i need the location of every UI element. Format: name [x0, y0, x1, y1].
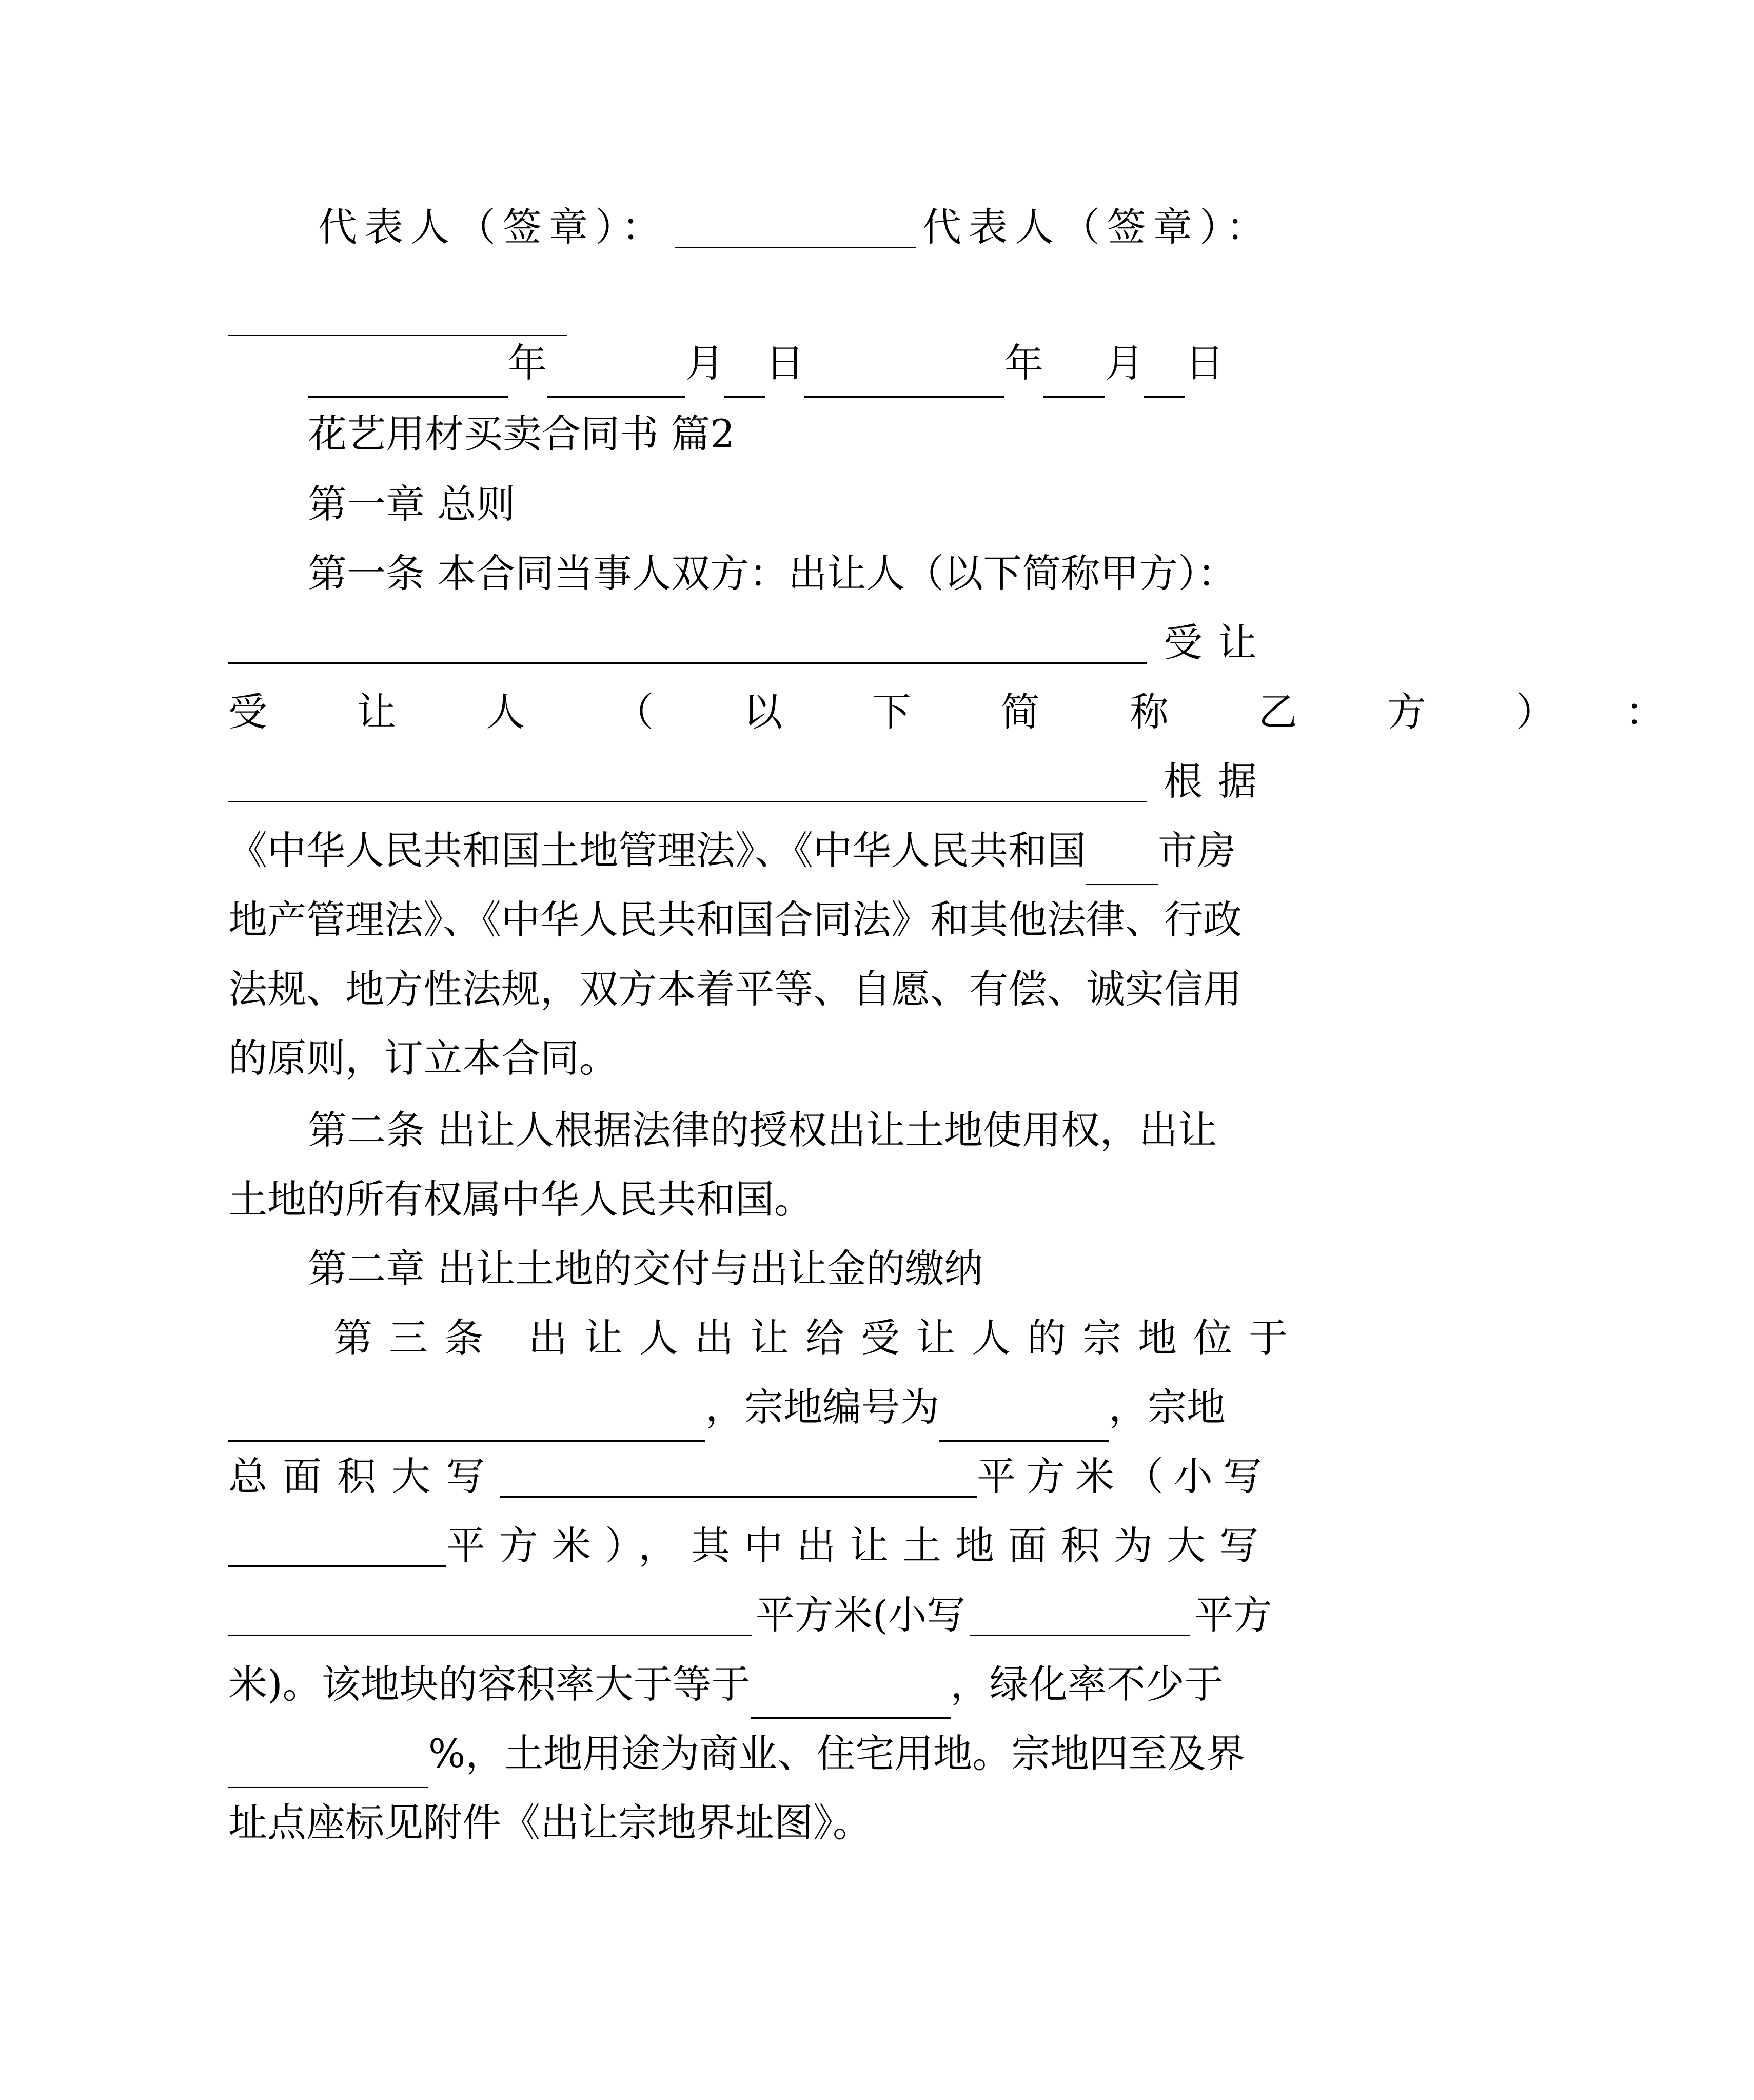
- article-2-line-1: 第二条 出让人根据法律的授权出让土地使用权，出让: [308, 1107, 1217, 1153]
- parcel-no-blank: [939, 1399, 1109, 1442]
- signature-row: [318, 192, 1272, 262]
- area-close-label: 平方米），其中出让土地面积为大写: [446, 1523, 1272, 1568]
- article-1-body-1: [228, 816, 1272, 885]
- transfer-area-big-blank: [228, 1594, 752, 1636]
- year-a-label: 年: [508, 340, 547, 386]
- article-3-intro: 第三条 出让人出让给受让人的宗地位于: [333, 1315, 1305, 1361]
- chapter-2-title: 第二章 出让土地的交付与出让金的缴纳: [308, 1246, 983, 1291]
- article-3-line-6: [228, 1650, 1272, 1719]
- article-3-line-8: 址点座标见附件《出让宗地界址图》。: [228, 1800, 872, 1846]
- article-3-line-1: [333, 1303, 1305, 1372]
- article-2-line-2: 土地的所有权属中华人民共和国。: [228, 1176, 813, 1222]
- year-a-blank: [308, 355, 508, 398]
- basis-label: 根据: [1164, 758, 1272, 804]
- article-1-body-3: 法规、地方性法规，双方本着平等、自愿、有偿、诚实信用: [228, 966, 1242, 1012]
- article-1-basis-line: [228, 747, 1272, 816]
- transferee-blank: [228, 760, 1147, 802]
- area-small-blank: [228, 1524, 446, 1567]
- transfer-area-unit: 平方: [1194, 1592, 1272, 1638]
- far-label: 米)。该地块的容积率大于等于: [228, 1661, 751, 1707]
- article-1-intro: 第一条 本合同当事人双方：出让人（以下简称甲方）：: [308, 551, 1237, 596]
- day-a-label: 日: [765, 340, 804, 386]
- transferor-blank: [228, 621, 1147, 664]
- month-b-blank: [1043, 355, 1105, 398]
- year-b-blank: [804, 355, 1004, 398]
- location-blank: [228, 1399, 705, 1442]
- rep-label-b: 代表人（签章）：: [922, 204, 1272, 250]
- laws-text-tail: 市房: [1158, 828, 1236, 873]
- year-b-label: 年: [1004, 340, 1043, 386]
- laws-text: 《中华人民共和国土地管理法》、《中华人民共和国: [228, 828, 1086, 873]
- transferee-label: 受让人（以下简称乙方）：: [228, 689, 1754, 735]
- article-1-body-4: 的原则，订立本合同。: [228, 1035, 618, 1081]
- green-label: ，绿化率不少于: [950, 1661, 1224, 1707]
- month-a-label: 月: [685, 340, 724, 386]
- section-heading: 花艺用材买卖合同书 篇2: [308, 411, 735, 457]
- date-row: [308, 328, 1352, 398]
- day-b-label: 日: [1185, 340, 1224, 386]
- green-blank: [228, 1745, 428, 1788]
- article-1-transferee-line: [228, 677, 1754, 747]
- chapter-1-title: 第一章 总则: [308, 481, 516, 527]
- transfer-area-small-label: 平方米(小写: [755, 1592, 966, 1638]
- month-b-label: 月: [1105, 340, 1144, 386]
- article-3-line-3: [228, 1442, 1272, 1511]
- rep-a-blank: [675, 206, 916, 248]
- signature-continuation: [228, 267, 1272, 336]
- rep-label-a: 代表人（签章）：: [318, 204, 668, 250]
- transfer-area-small-blank: [970, 1594, 1190, 1636]
- day-a-blank: [724, 355, 765, 398]
- area-big-label: 总面积大写: [228, 1454, 500, 1499]
- area-small-label: 平方米（小写: [977, 1454, 1272, 1499]
- article-1-transferor-line: [228, 608, 1272, 677]
- area-big-blank: [500, 1455, 977, 1498]
- parcel-no-label: ，宗地编号为: [705, 1384, 939, 1430]
- transferee-label-start: 受让: [1164, 620, 1272, 665]
- month-a-blank: [547, 355, 685, 398]
- article-3-line-7: [228, 1719, 1272, 1788]
- article-1-body-2: 地产管理法》、《中华人民共和国合同法》和其他法律、行政: [228, 897, 1242, 943]
- day-b-blank: [1144, 355, 1185, 398]
- article-3-line-5: [228, 1580, 1272, 1650]
- land-use-text: %，土地用途为商业、住宅用地。宗地四至及界: [428, 1731, 1246, 1776]
- parcel-tail-label: ，宗地: [1109, 1384, 1226, 1430]
- city-blank: [1086, 842, 1158, 885]
- article-3-line-2: [228, 1372, 1272, 1442]
- article-3-line-4: [228, 1511, 1272, 1580]
- far-blank: [751, 1676, 951, 1719]
